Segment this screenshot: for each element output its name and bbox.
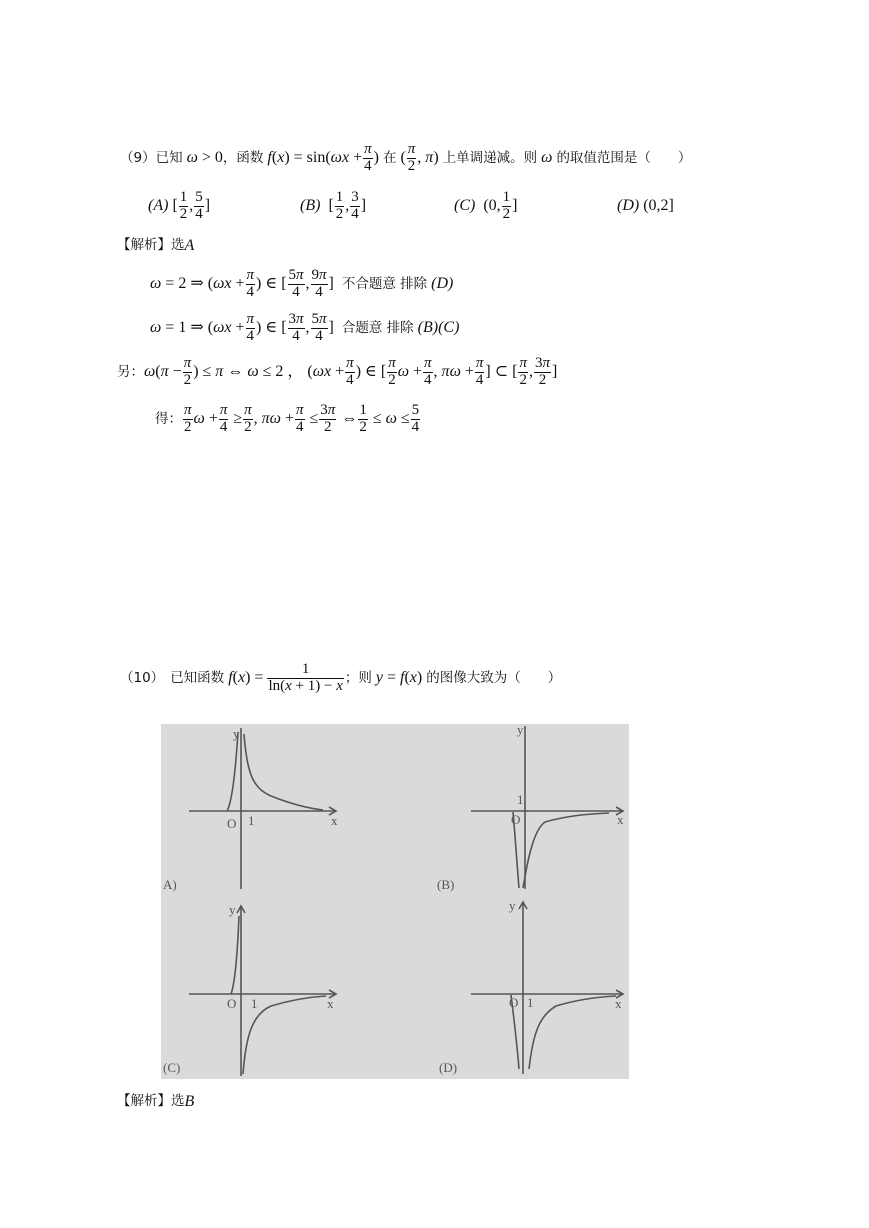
q9-interval: ( $\frac{\pi}{2}$ , π) (396, 141, 443, 174)
graph-d-origin-label: O (509, 995, 519, 1010)
q9-step-4 (155, 403, 421, 436)
q10-text-graph: 的图像大致为（ ） (426, 669, 562, 686)
graph-a-x-label: x (331, 813, 338, 828)
q10-graphs-svg (161, 724, 629, 1079)
q9-function: f(x) = sin(ωx + $\frac{\pi}{4}$ ) (267, 141, 383, 174)
graph-d-one-label: 1 (527, 995, 534, 1010)
graph-c-option-label: (C) (163, 1060, 181, 1075)
q9-omega-cond: ω > 0 (186, 149, 223, 167)
option-label: (C) (454, 197, 476, 215)
q10-function: f(x) = $\frac{1}{\ln(x + 1) - x}$ (228, 661, 343, 694)
q9-text-on: 在 (382, 149, 397, 166)
q9-text-func: ，函数 (222, 149, 264, 166)
step-exclude: (B)(C) (417, 319, 460, 337)
q9-text-dec: 上单调递减。则 (442, 149, 538, 166)
answer-choice: A (184, 237, 195, 254)
q9-omega-var: ω (537, 149, 557, 167)
math: ω = 1 ⇒ (ωx + $\frac{\pi}{4}$ ) ∈ [ $\frac{3\pi}{4}$ , $\frac{5\pi}{4}$ ] (150, 311, 342, 344)
graph-d-option-label: (D) (439, 1060, 458, 1075)
graph-d-x-label: x (615, 996, 622, 1011)
step-text: 另： (117, 363, 144, 380)
q10-number: （10） (120, 669, 165, 686)
graph-a-y-label: y (233, 726, 240, 741)
q9-number: （9） (120, 149, 156, 166)
step-text: 得： (155, 410, 182, 427)
q10-graph-figure (161, 724, 629, 1079)
q9-option-c (454, 190, 517, 223)
graph-c-one-label: 1 (251, 996, 258, 1011)
graph-a-option-label: A) (163, 877, 177, 892)
q10-stem (120, 662, 561, 695)
graph-c-x-label: x (327, 996, 334, 1011)
graph-d-y-label: y (509, 898, 516, 913)
step-exclude: (D) (431, 275, 454, 293)
graph-c-origin-label: O (227, 996, 237, 1011)
math: $\frac{\pi}{2}$ ω + $\frac{\pi}{4}$ ≥ $\frac{\pi}{2}$ , πω + $\frac{\pi}{4}$ ≤ $\frac{3\pi}{2}$ ⇔ $\frac{1}{2}$ ≤ ω ≤ $\frac{5}{4}$ (184, 402, 420, 435)
q10-answer (117, 1094, 194, 1110)
graph-b-origin-label: O (511, 812, 521, 827)
q9-option-a (148, 190, 210, 223)
step-text: 不合题意 排除 (341, 275, 428, 292)
q9-text-given: 已知 (155, 149, 183, 166)
step-text: 合题意 排除 (341, 319, 414, 336)
q9-step-1 (150, 268, 453, 301)
answer-label: 【解析】选 (117, 237, 185, 254)
math: ω = 2 ⇒ (ωx + $\frac{\pi}{4}$ ) ∈ [ $\frac{5\pi}{4}$ , $\frac{9\pi}{4}$ ] (150, 267, 342, 300)
q10-text-given: 已知函数 (170, 669, 225, 686)
graph-c-y-label: y (229, 902, 236, 917)
graph-a-origin-label: O (227, 816, 237, 831)
q10-y-eq: y = f(x) (375, 669, 427, 687)
q9-step-2 (150, 312, 459, 345)
q9-option-d (617, 198, 674, 214)
option-value: (0,2] (643, 197, 674, 214)
graph-b-one-label: 1 (517, 792, 524, 807)
q9-option-b (300, 190, 366, 223)
graph-b-y-label: y (517, 724, 524, 737)
option-value: (0, $\frac{1}{2}$ ] (475, 189, 518, 222)
q9-text-range: 的取值范围是（ ） (556, 149, 692, 166)
option-label: (B) (300, 197, 321, 215)
option-value: [ $\frac{1}{2}$ , $\frac{3}{4}$ ] (320, 189, 367, 222)
math: ω(π − $\frac{\pi}{2}$ ) ≤ π ⇔ ω ≤ 2 ， (ωx + $\frac{\pi}{4}$ ) ∈ [ $\frac{\pi}{2}$ ω + $\frac{\pi}{4}$ , πω + $\frac{\pi}{4}$ ] ⊂ [ $\frac{\pi}{2}$ , $\frac{3\pi}{2}$ ] (144, 355, 558, 388)
answer-label: 【解析】选 (117, 1093, 185, 1110)
q10-text-then: ；则 (344, 669, 372, 686)
option-value: [ $\frac{1}{2}$ , $\frac{5}{4}$ ] (168, 189, 211, 222)
graph-b-x-label: x (617, 812, 624, 827)
answer-choice: B (184, 1093, 195, 1110)
option-label: (A) (148, 197, 169, 215)
q9-step-3 (117, 356, 557, 389)
graph-a-one-label: 1 (248, 813, 255, 828)
graph-b-option-label: (B) (437, 877, 455, 892)
q9-answer (117, 238, 194, 254)
option-label: (D) (617, 197, 640, 214)
q9-stem (120, 142, 691, 175)
